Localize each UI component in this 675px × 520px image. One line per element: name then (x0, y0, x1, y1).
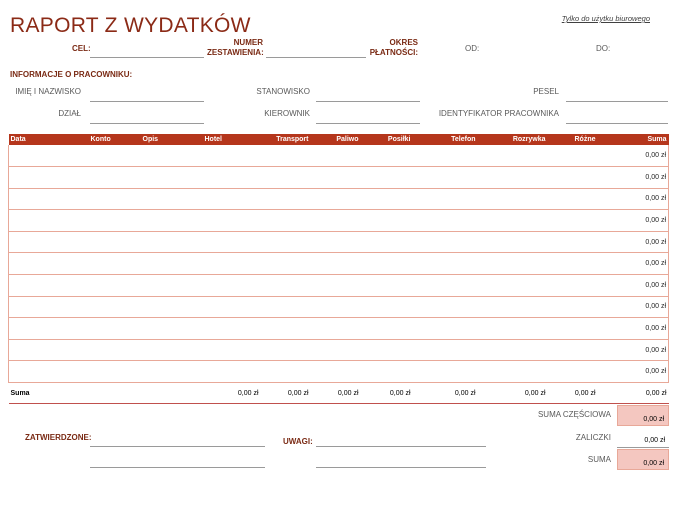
table-cell[interactable] (261, 210, 311, 232)
table-row (9, 167, 669, 189)
subtotal-value: 0,00 zł (617, 405, 669, 426)
table-cell[interactable] (261, 188, 311, 210)
approved-field-1[interactable] (90, 446, 265, 447)
total-value: 0,00 zł (617, 449, 669, 470)
table-cell[interactable] (89, 339, 141, 361)
total-hotel: 0,00 zł (203, 383, 261, 404)
col-header: Opis (141, 134, 203, 145)
employee-section-title: INFORMACJE O PRACOWNIKU: (10, 70, 133, 79)
table-cell[interactable] (261, 361, 311, 383)
notes-field-1[interactable] (316, 446, 486, 447)
table-cell[interactable] (9, 296, 89, 318)
row-sum-cell: 0,00 zł (598, 188, 669, 210)
col-header: Telefon (413, 134, 478, 145)
table-cell[interactable] (9, 145, 89, 167)
total-fuel: 0,00 zł (311, 383, 361, 404)
total-cell (141, 383, 203, 404)
table-cell[interactable] (361, 296, 413, 318)
table-cell[interactable] (141, 361, 203, 383)
totals-label: Suma (9, 383, 89, 404)
table-cell[interactable] (9, 339, 89, 361)
notes-field-2[interactable] (316, 467, 486, 468)
position-label: STANOWISKO (256, 87, 310, 96)
table-cell[interactable] (311, 361, 361, 383)
table-cell[interactable] (311, 253, 361, 275)
table-cell[interactable] (361, 318, 413, 340)
table-cell[interactable] (311, 339, 361, 361)
table-cell[interactable] (203, 253, 261, 275)
table-cell[interactable] (413, 210, 478, 232)
col-header: Paliwo (311, 134, 361, 145)
table-cell[interactable] (478, 210, 548, 232)
table-cell[interactable] (478, 167, 548, 189)
table-cell[interactable] (548, 339, 598, 361)
table-cell[interactable] (413, 167, 478, 189)
table-cell[interactable] (89, 231, 141, 253)
total-entertainment: 0,00 zł (478, 383, 548, 404)
total-sum: 0,00 zł (598, 383, 669, 404)
table-cell[interactable] (89, 318, 141, 340)
table-cell[interactable] (261, 145, 311, 167)
table-row (9, 231, 669, 253)
row-sum-cell: 0,00 zł (598, 275, 669, 297)
table-cell[interactable] (89, 145, 141, 167)
total-transport: 0,00 zł (261, 383, 311, 404)
col-header: Posiłki (361, 134, 413, 145)
table-cell[interactable] (311, 296, 361, 318)
table-cell[interactable] (203, 361, 261, 383)
table-cell[interactable] (9, 253, 89, 275)
table-cell[interactable] (311, 167, 361, 189)
employee-id-field[interactable] (566, 123, 668, 124)
table-cell[interactable] (203, 145, 261, 167)
table-cell[interactable] (9, 231, 89, 253)
table-cell[interactable] (261, 296, 311, 318)
table-cell[interactable] (203, 231, 261, 253)
subtotal-label: SUMA CZĘŚCIOWA (537, 410, 611, 419)
table-cell[interactable] (548, 296, 598, 318)
table-cell[interactable] (89, 361, 141, 383)
row-sum-cell: 0,00 zł (598, 361, 669, 383)
row-sum-cell: 0,00 zł (598, 318, 669, 340)
table-cell[interactable] (203, 167, 261, 189)
table-cell[interactable] (89, 210, 141, 232)
total-phone: 0,00 zł (413, 383, 478, 404)
table-cell[interactable] (478, 231, 548, 253)
table-cell[interactable] (203, 318, 261, 340)
table-cell[interactable] (203, 210, 261, 232)
table-cell[interactable] (203, 275, 261, 297)
table-cell[interactable] (413, 275, 478, 297)
table-cell[interactable] (261, 253, 311, 275)
table-cell[interactable] (548, 210, 598, 232)
approved-field-2[interactable] (90, 467, 265, 468)
table-cell[interactable] (89, 275, 141, 297)
table-cell[interactable] (141, 275, 203, 297)
department-field[interactable] (90, 123, 204, 124)
table-cell[interactable] (9, 210, 89, 232)
notes-label: UWAGI: (283, 437, 313, 446)
totals-row (9, 383, 669, 404)
table-row (9, 339, 669, 361)
table-row (9, 253, 669, 275)
department-label: DZIAŁ (58, 109, 81, 118)
table-cell[interactable] (548, 361, 598, 383)
col-header: Różne (548, 134, 598, 145)
row-sum-cell: 0,00 zł (598, 296, 669, 318)
col-header: Suma (598, 134, 669, 145)
manager-label: KIEROWNIK (264, 109, 310, 118)
table-cell[interactable] (548, 231, 598, 253)
table-cell[interactable] (141, 231, 203, 253)
total-meals: 0,00 zł (361, 383, 413, 404)
total-cell (89, 383, 141, 404)
table-cell[interactable] (548, 167, 598, 189)
row-sum-cell: 0,00 zł (598, 253, 669, 275)
table-cell[interactable] (261, 318, 311, 340)
employee-id-label: IDENTYFIKATOR PRACOWNIKA (438, 109, 559, 118)
advances-label: ZALICZKI (575, 433, 611, 442)
table-cell[interactable] (361, 210, 413, 232)
table-cell[interactable] (478, 253, 548, 275)
table-cell[interactable] (548, 275, 598, 297)
table-cell[interactable] (413, 318, 478, 340)
advances-value[interactable]: 0,00 zł (617, 427, 669, 448)
table-cell[interactable] (311, 318, 361, 340)
table-cell[interactable] (478, 145, 548, 167)
table-cell[interactable] (413, 339, 478, 361)
table-cell[interactable] (141, 188, 203, 210)
table-cell[interactable] (413, 361, 478, 383)
col-header: Hotel (203, 134, 261, 145)
table-cell[interactable] (413, 253, 478, 275)
table-cell[interactable] (361, 275, 413, 297)
statement-number-field[interactable] (266, 57, 366, 58)
table-cell[interactable] (141, 339, 203, 361)
table-cell[interactable] (548, 145, 598, 167)
col-header: Rozrywka (478, 134, 548, 145)
row-sum-cell: 0,00 zł (598, 339, 669, 361)
table-cell[interactable] (89, 253, 141, 275)
table-cell[interactable] (413, 188, 478, 210)
col-header: Transport (261, 134, 311, 145)
table-header-row (9, 134, 669, 145)
name-field[interactable] (90, 101, 204, 102)
total-label: SUMA (587, 455, 611, 464)
table-cell[interactable] (9, 318, 89, 340)
manager-field[interactable] (316, 123, 420, 124)
table-cell[interactable] (361, 339, 413, 361)
table-cell[interactable] (141, 210, 203, 232)
name-label: IMIĘ I NAZWISKO (15, 87, 81, 96)
statement-number-label: NUMER ZESTAWIENIA: (207, 38, 264, 57)
table-cell[interactable] (361, 188, 413, 210)
table-cell[interactable] (311, 145, 361, 167)
table-cell[interactable] (478, 361, 548, 383)
table-row (9, 275, 669, 297)
table-cell[interactable] (548, 253, 598, 275)
table-row (9, 188, 669, 210)
table-cell[interactable] (141, 145, 203, 167)
page-title: RAPORT Z WYDATKÓW (10, 14, 251, 37)
table-cell[interactable] (261, 167, 311, 189)
table-cell[interactable] (548, 318, 598, 340)
table-cell[interactable] (413, 145, 478, 167)
table-row (9, 210, 669, 232)
table-cell[interactable] (361, 231, 413, 253)
approved-label: ZATWIERDZONE: (25, 433, 92, 442)
table-cell[interactable] (9, 361, 89, 383)
table-cell[interactable] (141, 167, 203, 189)
ssn-label: PESEL (533, 87, 559, 96)
table-cell[interactable] (141, 253, 203, 275)
table-cell[interactable] (478, 296, 548, 318)
purpose-label: CEL: (72, 44, 91, 53)
table-cell[interactable] (361, 145, 413, 167)
purpose-field[interactable] (90, 57, 204, 58)
table-cell[interactable] (478, 318, 548, 340)
row-sum-cell: 0,00 zł (598, 231, 669, 253)
table-cell[interactable] (548, 188, 598, 210)
table-cell[interactable] (478, 339, 548, 361)
table-cell[interactable] (361, 167, 413, 189)
row-sum-cell: 0,00 zł (598, 167, 669, 189)
table-cell[interactable] (203, 188, 261, 210)
table-cell[interactable] (9, 188, 89, 210)
table-row (9, 318, 669, 340)
row-sum-cell: 0,00 zł (598, 145, 669, 167)
table-cell[interactable] (361, 361, 413, 383)
table-cell[interactable] (89, 167, 141, 189)
table-cell[interactable] (9, 167, 89, 189)
table-row (9, 361, 669, 383)
ssn-field[interactable] (566, 101, 668, 102)
to-label: DO: (596, 44, 611, 53)
table-cell[interactable] (413, 296, 478, 318)
table-cell[interactable] (203, 339, 261, 361)
table-cell[interactable] (478, 188, 548, 210)
table-cell[interactable] (311, 275, 361, 297)
table-cell[interactable] (203, 296, 261, 318)
table-cell[interactable] (261, 231, 311, 253)
table-cell[interactable] (89, 296, 141, 318)
total-misc: 0,00 zł (548, 383, 598, 404)
table-cell[interactable] (9, 275, 89, 297)
expense-table (8, 134, 668, 404)
table-cell[interactable] (478, 275, 548, 297)
pay-period-label: OKRES PŁATNOŚCI: (369, 38, 418, 57)
table-cell[interactable] (413, 231, 478, 253)
col-header: Data (9, 134, 89, 145)
table-cell[interactable] (311, 188, 361, 210)
col-header: Konto (89, 134, 141, 145)
table-cell[interactable] (141, 318, 203, 340)
table-cell[interactable] (261, 339, 311, 361)
table-cell[interactable] (361, 253, 413, 275)
position-field[interactable] (316, 101, 420, 102)
row-sum-cell: 0,00 zł (598, 210, 669, 232)
from-label: OD: (465, 44, 480, 53)
table-cell[interactable] (311, 210, 361, 232)
table-row (9, 145, 669, 167)
table-cell[interactable] (261, 275, 311, 297)
office-use-note: Tylko do użytku biurowego (561, 14, 650, 23)
table-row (9, 296, 669, 318)
table-cell[interactable] (141, 296, 203, 318)
table-cell[interactable] (311, 231, 361, 253)
table-cell[interactable] (89, 188, 141, 210)
